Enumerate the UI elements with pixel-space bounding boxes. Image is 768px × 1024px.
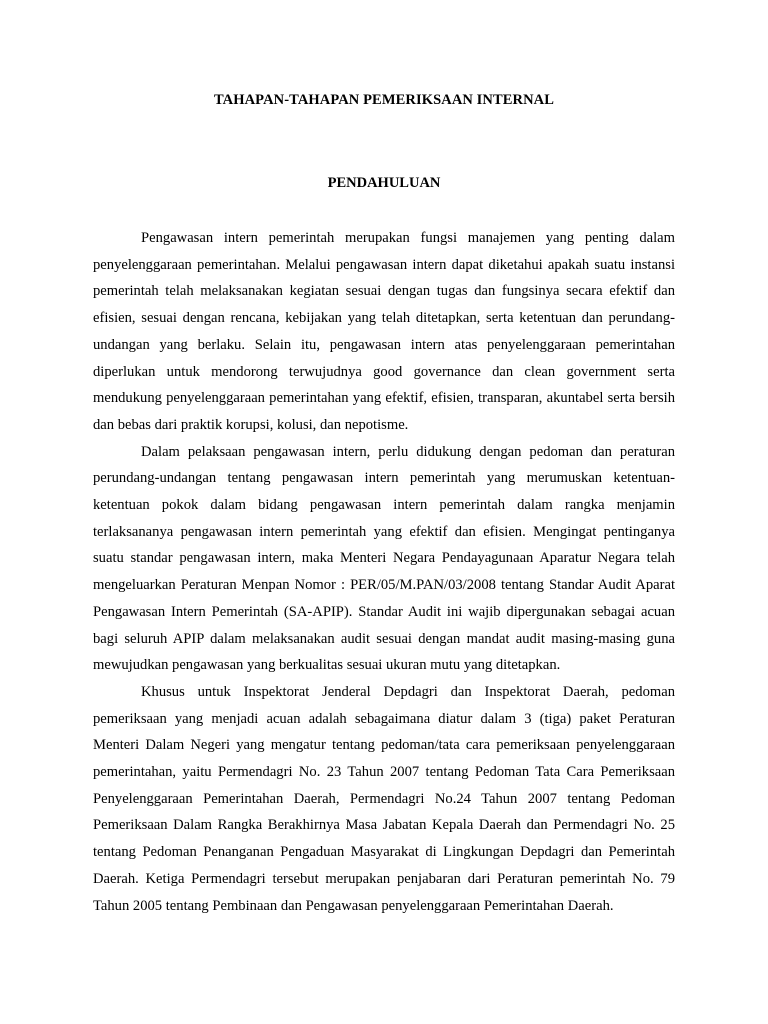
document-title: TAHAPAN-TAHAPAN PEMERIKSAAN INTERNAL: [213, 92, 555, 108]
paragraph-1: Pengawasan intern pemerintah merupakan fungsi manajemen yang penting dalam penyelenggaraan pemerintahan. Melalui pengawasan intern dapat diketahui apakah suatu instansi pemerintah telah melaksanakan kegiatan sesuai dengan tugas dan fungsinya secara efektif dan efisien, sesuai dengan rencana, kebijakan yang telah ditetapkan, serta ketentuan dan perundang-undangan yang berlaku. Selain itu, pengawasan intern atas penyelenggaraan pemerintahan diperlukan untuk mendorong terwujudnya good governance dan clean government serta mendukung penyelenggaraan pemerintahan yang efektif, efisien, transparan, akuntabel serta bersih dan bebas dari praktik korupsi, kolusi, dan nepotisme.: [93, 230, 675, 433]
paragraph-2: Dalam pelaksaan pengawasan intern, perlu didukung dengan pedoman dan peraturan perundang-undangan tentang pengawasan intern pemerintah yang merumuskan ketentuan-ketentuan pokok dalam bidang pengawasan intern pemerintah dalam rangka menjamin terlaksananya pengawasan intern pemerintah yang efektif dan efisien. Mengingat pentinganya suatu standar pengawasan intern, maka Menteri Negara Pendayagunaan Aparatur Negara telah mengeluarkan Peraturan Menpan Nomor : PER/05/M.PAN/03/2008 tentang Standar Audit Aparat Pengawasan Intern Pemerintah (SA-APIP). Standar Audit ini wajib dipergunakan sebagai acuan bagi seluruh APIP dalam melaksanakan audit sesuai dengan mandat audit masing-masing guna mewujudkan pengawasan yang berkualitas sesuai ukuran mutu yang ditetapkan.: [93, 443, 675, 674]
section-heading: PENDAHULUAN: [327, 175, 441, 191]
body-text: [93, 225, 675, 919]
paragraph-3: Khusus untuk Inspektorat Jenderal Depdagri dan Inspektorat Daerah, pedoman pemeriksaan yang menjadi acuan adalah sebagaimana diatur dalam 3 (tiga) paket Peraturan Menteri Dalam Negeri yang mengatur tentang pedoman/tata cara pemeriksaan penyelenggaraan pemerintahan, yaitu Permendagri No. 23 Tahun 2007 tentang Pedoman Tata Cara Pemeriksaan Penyelenggaraan Pemerintahan Daerah, Permendagri No.24 Tahun 2007 tentang Pedoman Pemeriksaan Dalam Rangka Berakhirnya Masa Jabatan Kepala Daerah dan Permendagri No. 25 tentang Pedoman Penanganan Pengaduan Masyarakat di Lingkungan Depdagri dan Pemerintah Daerah. Ketiga Permendagri tersebut merupakan penjabaran dari Peraturan pemerintah No. 79 Tahun 2005 tentang Pembinaan dan Pengawasan penyelenggaraan Pemerintahan Daerah.: [93, 683, 675, 914]
